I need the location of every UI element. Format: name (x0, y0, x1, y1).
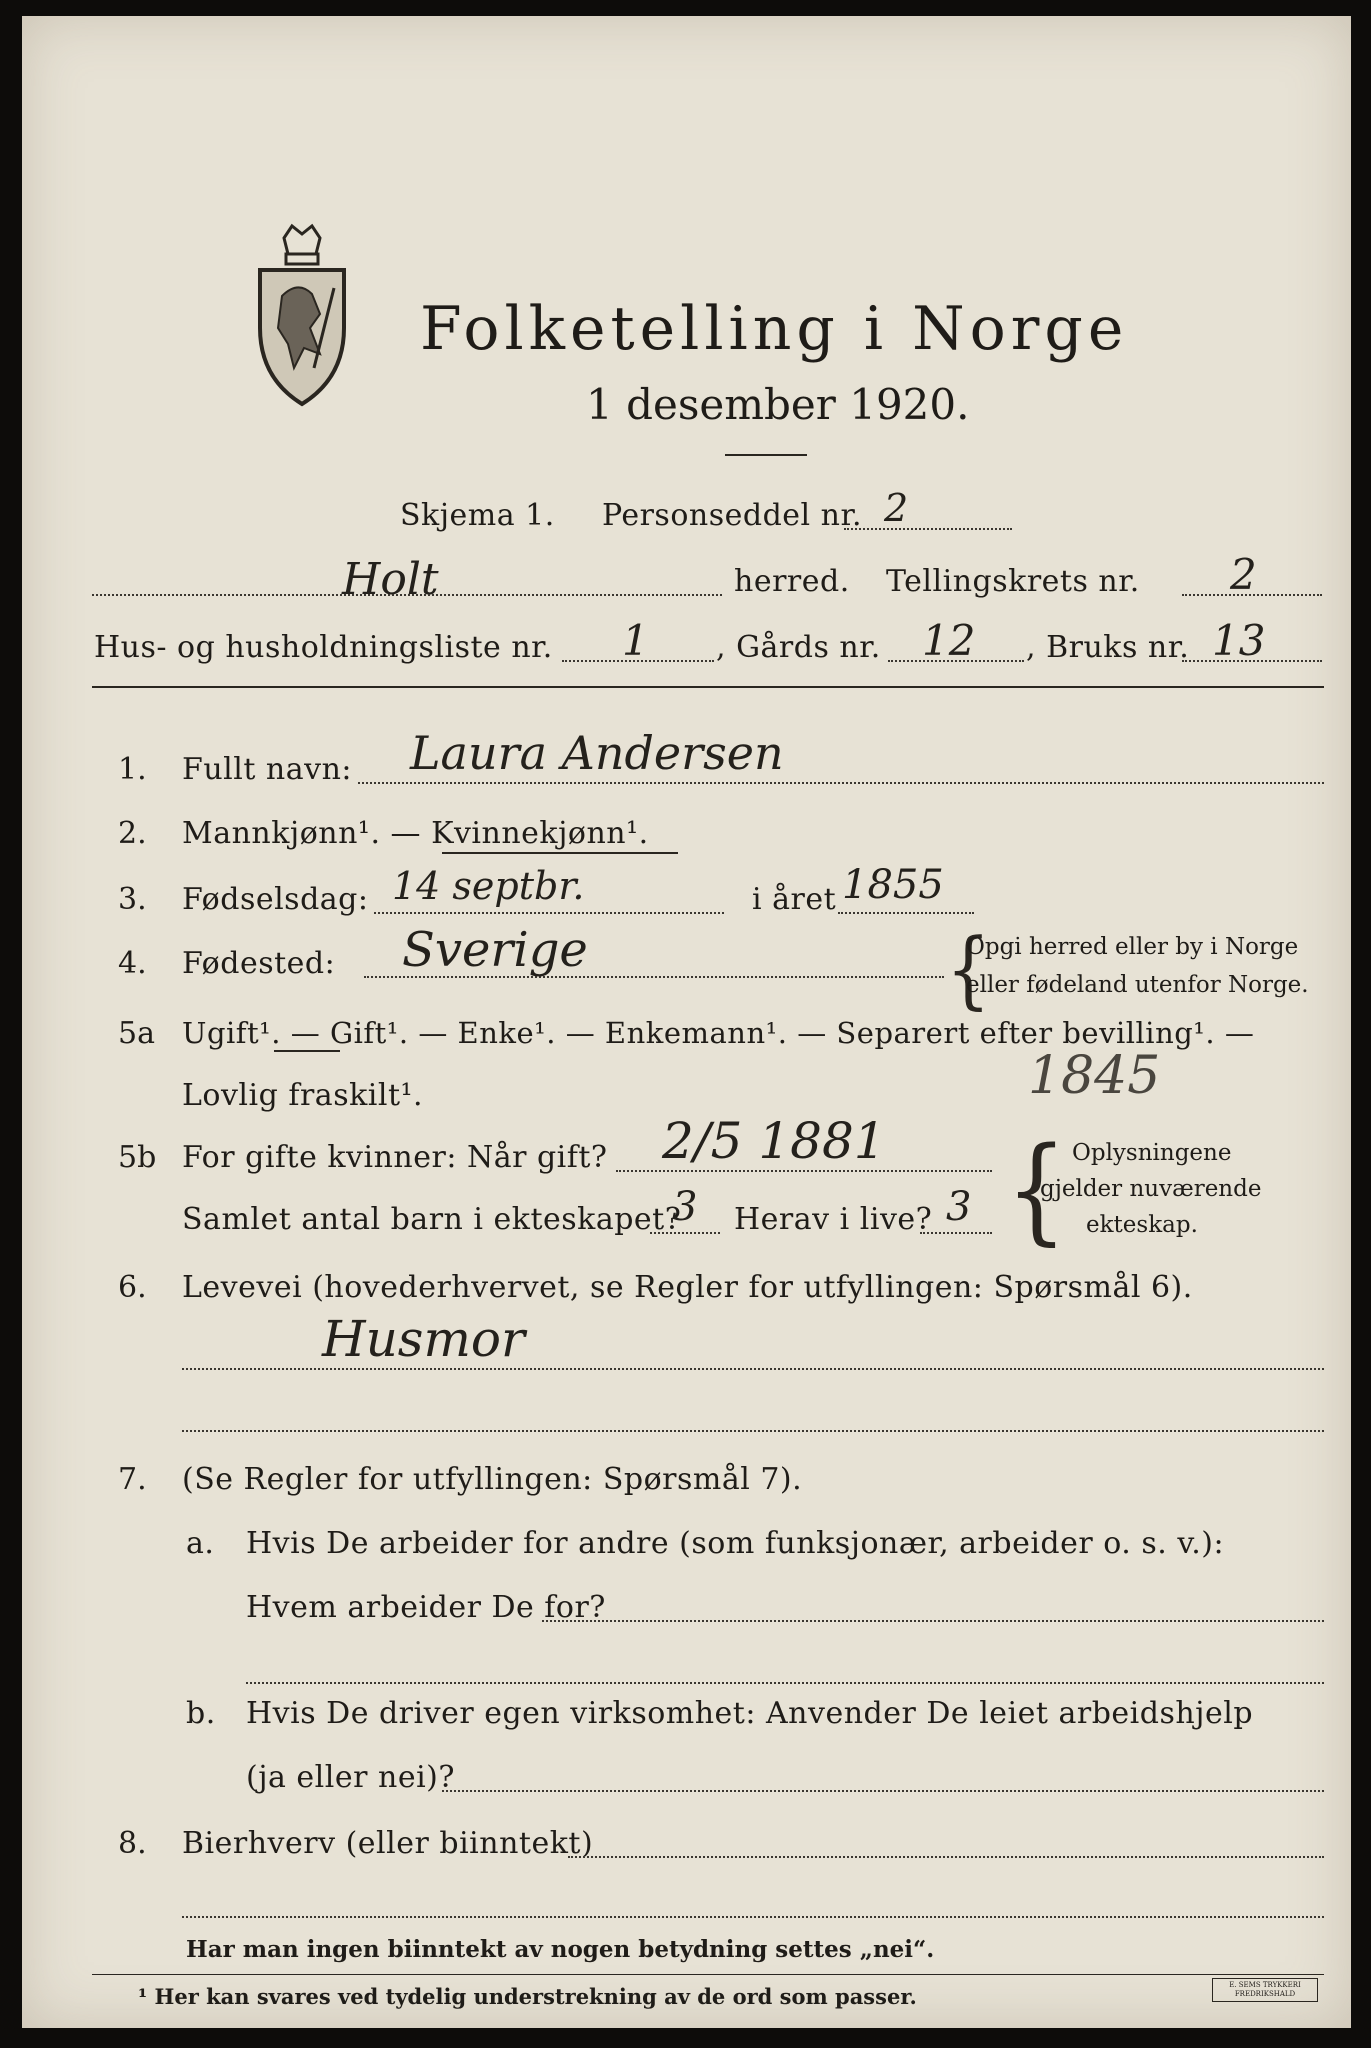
q3-label: Fødselsdag: (182, 882, 369, 917)
herred-value: Holt (342, 554, 439, 605)
biinntekt-note: Har man ingen biinntekt av nogen betydning settes „nei“. (186, 1936, 935, 1963)
bruks-label: , Bruks nr. (1026, 630, 1190, 665)
q5a-margin-note: 1845 (1028, 1046, 1161, 1106)
q3-year-label: i året (752, 882, 837, 917)
q5b-label3: Herav i live? (734, 1202, 933, 1237)
q7a-line1: Hvis De arbeider for andre (som funksjonær, arbeider o. s. v.): (246, 1526, 1225, 1561)
census-form-sheet (22, 16, 1351, 2028)
q1-value: Laura Andersen (410, 726, 784, 780)
q7b-answer-line (442, 1790, 1324, 1792)
q4-value: Sverige (402, 922, 588, 978)
q5b-note-line2: gjelder nuværende (1040, 1176, 1262, 1202)
q5b-value2: 3 (672, 1184, 698, 1230)
q4-note-line1: Opgi herred eller by i Norge (966, 934, 1299, 960)
q5b-value3: 3 (946, 1184, 972, 1230)
q7a-extra-line (246, 1682, 1324, 1684)
q7b-letter: b. (186, 1696, 216, 1731)
q1-label: Fullt navn: (182, 752, 353, 787)
q5b-note-brace: { (1006, 1122, 1068, 1257)
bruks-value: 13 (1212, 616, 1266, 665)
q7a-answer-line (542, 1620, 1324, 1622)
q5a-number: 5a (118, 1016, 155, 1051)
hus-label: Hus- og husholdningsliste nr. (94, 630, 553, 665)
q1-line (358, 782, 1324, 784)
q4-note-brace: { (946, 920, 991, 1019)
q2-label: Mannkjønn¹. — Kvinnekjønn¹. (182, 816, 649, 851)
hus-value: 1 (622, 616, 649, 665)
q5b-line2 (650, 1232, 720, 1234)
q3-year-line (838, 912, 974, 914)
tellingskrets-label: Tellingskrets nr. (886, 564, 1140, 599)
footnote-rule (92, 1974, 1324, 1975)
q5b-note-line3: ekteskap. (1086, 1212, 1198, 1238)
q6-label: Levevei (hovederhvervet, se Regler for utfyllingen: Spørsmål 6). (182, 1270, 1193, 1305)
footnote: ¹ Her kan svares ved tydelig understrekning av de ord som passer. (138, 1984, 917, 2009)
q6-line1 (182, 1368, 1324, 1370)
printer-stamp: E. SEMS TRYKKERI FREDRIKSHALD (1212, 1978, 1318, 2002)
tellingskrets-value: 2 (1230, 550, 1257, 599)
q8-number: 8. (118, 1826, 147, 1861)
q7-number: 7. (118, 1462, 147, 1497)
header-rule (92, 686, 1324, 688)
q8-label: Bierhverv (eller biinntekt) (182, 1826, 594, 1861)
q7a-letter: a. (186, 1526, 215, 1561)
q5b-label2: Samlet antal barn i ekteskapet? (182, 1202, 682, 1237)
q5b-value1: 2/5 1881 (662, 1112, 886, 1170)
q2-number: 2. (118, 816, 147, 851)
q8-extra-line (182, 1916, 1324, 1918)
personseddel-label: Personseddel nr. (602, 498, 863, 533)
gards-label: , Gårds nr. (716, 630, 881, 665)
title-divider (725, 454, 807, 456)
q2-underline (442, 852, 678, 854)
q5b-note-line1: Oplysningene (1072, 1140, 1232, 1166)
q5b-number: 5b (118, 1140, 157, 1175)
form-title: Folketelling i Norge (420, 294, 1129, 364)
q4-label: Fødested: (182, 946, 336, 981)
norway-coat-of-arms-icon (254, 218, 350, 408)
herred-line (92, 594, 722, 596)
q5a-line2: Lovlig fraskilt¹. (182, 1078, 424, 1113)
q7-label: (Se Regler for utfyllingen: Spørsmål 7). (182, 1462, 803, 1497)
q5b-label1: For gifte kvinner: Når gift? (182, 1140, 608, 1175)
q3-line (374, 912, 724, 914)
personseddel-line (844, 528, 1012, 530)
q6-number: 6. (118, 1270, 147, 1305)
q7a-line2: Hvem arbeider De for? (246, 1590, 606, 1625)
q3-year-value: 1855 (842, 862, 944, 908)
q7b-line1: Hvis De driver egen virksomhet: Anvender De leiet arbeidshjelp (246, 1696, 1254, 1731)
q6-value: Husmor (322, 1310, 525, 1368)
q4-note-line2: eller fødeland utenfor Norge. (966, 972, 1309, 998)
q3-number: 3. (118, 882, 147, 917)
q5a-gift-underline (274, 1050, 340, 1052)
q6-line2 (182, 1430, 1324, 1432)
q1-number: 1. (118, 752, 147, 787)
schema-label: Skjema 1. (400, 498, 555, 533)
personseddel-value: 2 (884, 486, 909, 530)
q8-line (568, 1856, 1324, 1858)
q5b-line3 (920, 1232, 992, 1234)
form-date: 1 desember 1920. (586, 380, 970, 429)
herred-label: herred. (734, 564, 850, 599)
q4-number: 4. (118, 946, 147, 981)
gards-value: 12 (922, 616, 976, 665)
q5b-line1 (616, 1170, 992, 1172)
q7b-line2: (ja eller nei)? (246, 1760, 455, 1795)
q3-value: 14 septbr. (392, 864, 585, 908)
q5a-line1: Ugift¹. — Gift¹. — Enke¹. — Enkemann¹. — Separert efter bevilling¹. — (182, 1016, 1255, 1050)
